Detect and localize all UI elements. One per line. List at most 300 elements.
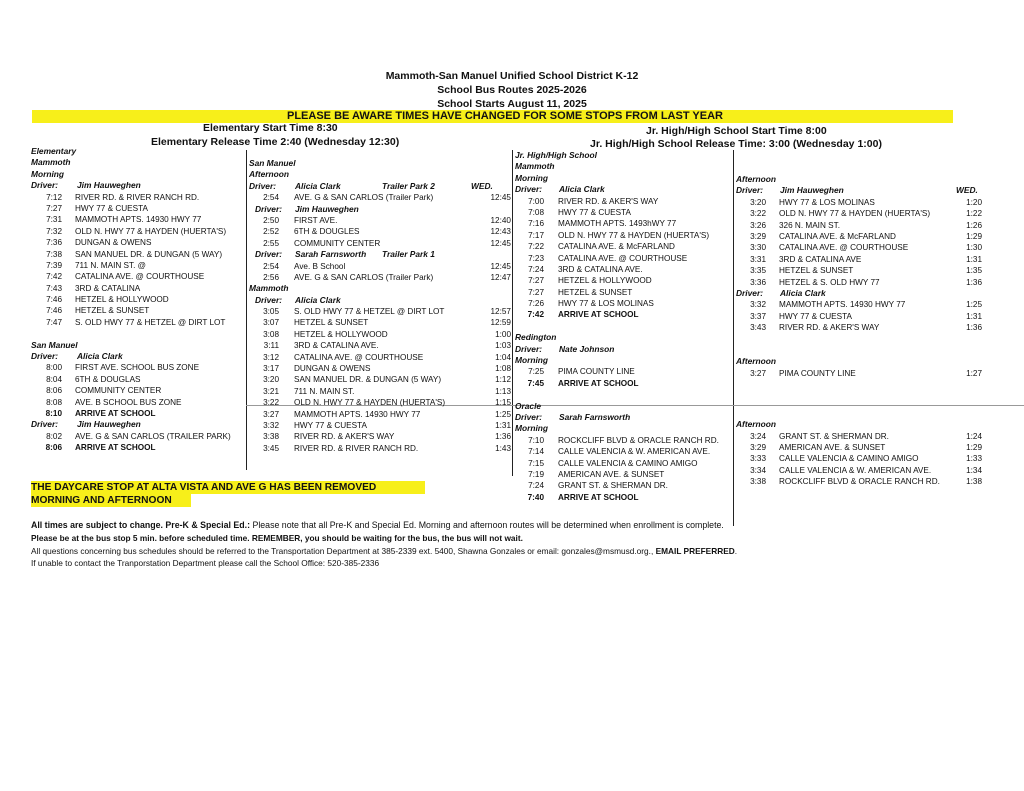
session-label: Afternoon (736, 174, 777, 184)
stop-row (515, 298, 732, 309)
stop-row (736, 442, 986, 453)
town-label: Mammoth (249, 283, 289, 294)
stop-time: 2:50 (263, 215, 279, 225)
driver-name: Jim Hauweghen (780, 185, 844, 196)
driver-name: Alicia Clark (295, 180, 341, 191)
column-hs-afternoon (736, 174, 986, 488)
divider-1 (246, 150, 247, 470)
driver-label: Driver: (31, 419, 58, 430)
stop-name: HWY 77 & CUESTA (75, 203, 148, 213)
divider-2 (512, 150, 513, 476)
stop-row (515, 218, 732, 229)
stop-row (736, 242, 986, 253)
district-title: Mammoth-San Manuel Unified School District K-12 (385, 70, 639, 82)
stop-time: 8:10 (45, 408, 62, 418)
stop-row (515, 264, 732, 275)
stop-time: 7:10 (528, 435, 544, 445)
stop-row (31, 431, 245, 442)
stop-time: 2:55 (263, 238, 279, 248)
stop-row (515, 366, 732, 377)
wednesday-time: 1:36 (966, 277, 982, 287)
note-line-2: Please be at the bus stop 5 min. before scheduled time. REMEMBER, you should be waiting for the bus, the bus will not wait. (31, 533, 523, 543)
stop-time: 7:47 (46, 317, 62, 327)
stop-time: 3:26 (750, 220, 766, 230)
driver-name: Jim Hauweghen (295, 203, 359, 214)
wednesday-time: 12:47 (490, 272, 511, 282)
town-label: Redington (515, 332, 557, 343)
note-line-3-rest: All questions concerning bus schedules should be referred to the Transportation Department at 385-2339 ext. 5400, Shawna Gonzales or email: gonzales@msmusd.org., (31, 546, 656, 556)
stop-row (736, 431, 986, 442)
stop-name: 3RD & CATALINA AVE. (294, 341, 379, 351)
town-label: San Manuel (249, 158, 296, 168)
stop-row (515, 241, 732, 252)
stop-time: 2:54 (263, 193, 279, 203)
stop-name: HETZEL & SUNSET (75, 306, 150, 316)
stop-name: CATALINA AVE. @ COURTHOUSE (294, 352, 424, 362)
stop-name: ROCKCLIFF BLVD & ORACLE RANCH RD. (558, 435, 719, 445)
wednesday-time: 1:25 (966, 300, 982, 310)
stop-name: FIRST AVE. (294, 215, 338, 225)
driver-row (249, 249, 511, 260)
driver-row (249, 295, 511, 306)
stop-name: 6TH & DOUGLAS (75, 374, 141, 384)
wednesday-time: 1:31 (495, 420, 511, 430)
daycare-notice (31, 481, 425, 507)
wednesday-time: 12:40 (490, 215, 511, 225)
driver-name: Alicia Clark (559, 184, 605, 195)
stop-row (31, 294, 245, 305)
stop-time: 7:46 (46, 306, 62, 316)
stop-row (736, 265, 986, 276)
stop-row (736, 311, 986, 322)
stop-row (31, 397, 245, 408)
stop-row (736, 322, 986, 333)
stop-time: 7:42 (527, 310, 544, 320)
stop-row (249, 374, 511, 385)
note-line-3 (31, 546, 737, 556)
wednesday-time: 1:12 (495, 375, 511, 385)
stop-name: AVE. G & SAN CARLOS (TRAILER PARK) (75, 431, 231, 441)
driver-row (31, 351, 245, 362)
stop-row (736, 220, 986, 231)
stop-time: 3:43 (750, 323, 766, 333)
stop-name: ARRIVE AT SCHOOL (75, 408, 156, 418)
session-label: Morning (515, 172, 549, 183)
stop-time: 3:27 (750, 368, 766, 378)
wednesday-time: 1:25 (495, 409, 511, 419)
session-label: Afternoon (249, 169, 290, 180)
stop-name: AMERICAN AVE. & SUNSET (558, 469, 665, 479)
stop-name: HETZEL & SUNSET (294, 318, 369, 328)
stop-name: CATALINA AVE. & McFARLAND (558, 242, 675, 252)
driver-row (736, 288, 986, 299)
stop-row (249, 443, 511, 454)
stop-name: MAMMOTH APTS. 1493hWY 77 (558, 219, 677, 229)
trailer-label: Trailer Park 1 (382, 249, 435, 260)
stop-time: 7:23 (528, 253, 544, 263)
stop-time: 3:11 (263, 341, 279, 351)
driver-name: Alicia Clark (780, 287, 826, 298)
stop-time: 7:26 (528, 299, 544, 309)
driver-name: Jim Hauweghen (77, 180, 141, 191)
stop-row (736, 368, 986, 379)
driver-row (31, 180, 245, 191)
wednesday-time: 1:33 (966, 454, 982, 464)
town-label: San Manuel (31, 339, 78, 350)
stop-name: CALLE VALENCIA & CAMINO AMIGO (779, 454, 919, 464)
stop-row (515, 287, 732, 298)
stop-name: DUNGAN & OWENS (294, 364, 371, 374)
stop-name: OLD N. HWY 77 & HAYDEN (HUERTA'S) (558, 230, 710, 240)
driver-label: Driver: (255, 203, 282, 214)
stop-time: 3:37 (750, 311, 766, 321)
driver-row (736, 185, 986, 196)
stop-row (249, 192, 511, 203)
session-label: Afternoon (736, 356, 777, 367)
stop-name: MAMMOTH APTS. 14930 HWY 77 (779, 300, 906, 310)
stop-name: 711 N. MAIN ST. @ (75, 260, 146, 270)
trailer-label: Trailer Park 2 (382, 180, 435, 191)
section-heading: Jr. High/High School (515, 150, 597, 160)
stop-row (515, 435, 732, 446)
stop-row (515, 253, 732, 264)
wednesday-time: 1:24 (966, 431, 982, 441)
stop-time: 7:24 (528, 264, 544, 274)
driver-label: Driver: (736, 287, 763, 298)
stop-name: RIVER RD. & AKER'S WAY (558, 196, 659, 206)
stop-row (31, 317, 245, 328)
stop-row (249, 409, 511, 420)
stop-row (249, 261, 511, 272)
wednesday-time: 1:20 (966, 197, 982, 207)
driver-row (249, 204, 511, 215)
town-label: Oracle (515, 400, 542, 411)
stop-time: 3:38 (750, 477, 766, 487)
stop-name: HETZEL & HOLLYWOOD (558, 276, 652, 286)
stop-row (249, 340, 511, 351)
elementary-release-time: Elementary Release Time 2:40 (Wednesday 12:30) (151, 136, 400, 148)
stop-name: OLD N. HWY 77 & HAYDEN (HUERTA'S) (779, 209, 931, 219)
stop-time: 7:38 (46, 249, 62, 259)
stop-time: 3:31 (750, 254, 766, 264)
stop-time: 3:36 (750, 277, 766, 287)
driver-name: Sarah Farnsworth (295, 249, 367, 260)
stop-row (736, 197, 986, 208)
stop-row (249, 386, 511, 397)
stop-name: OLD N. HWY 77 & HAYDEN (HUERTA'S) (75, 226, 227, 236)
town-label: Mammoth (515, 161, 555, 172)
stop-name: HETZEL & S. OLD HWY 77 (779, 277, 880, 287)
stop-row (249, 317, 511, 328)
stop-row (31, 271, 245, 282)
wednesday-time: 12:57 (490, 307, 511, 317)
stop-row (515, 458, 732, 469)
session-label: Morning (31, 168, 65, 179)
stop-row (31, 203, 245, 214)
driver-row (31, 419, 245, 430)
stop-time: 7:00 (528, 196, 544, 206)
banner-text: PLEASE BE AWARE TIMES HAVE CHANGED FOR SOME STOPS FROM LAST YEAR (287, 110, 723, 122)
stop-time: 2:54 (263, 261, 279, 271)
stop-row (736, 476, 986, 487)
stop-time: 3:22 (750, 209, 766, 219)
driver-row (515, 184, 732, 195)
stop-time: 3:32 (750, 300, 766, 310)
stop-time: 8:06 (46, 386, 62, 396)
stop-name: 3RD & CATALINA AVE (779, 254, 862, 264)
stop-time: 8:06 (45, 443, 62, 453)
stop-name: AVE. B SCHOOL BUS ZONE (75, 397, 182, 407)
stop-row (31, 408, 245, 419)
wednesday-time: 1:27 (966, 368, 982, 378)
driver-label: Driver: (31, 180, 58, 191)
stop-row (515, 309, 732, 320)
session-label: Morning (515, 423, 549, 434)
wednesday-time: 1:26 (966, 220, 982, 230)
stop-name: HWY 77 & CUESTA (558, 207, 631, 217)
elementary-start-time: Elementary Start Time 8:30 (203, 122, 338, 134)
stop-time: 7:36 (46, 238, 62, 248)
stop-time: 7:15 (528, 458, 544, 468)
stop-time: 7:39 (46, 260, 62, 270)
stop-time: 7:31 (46, 215, 62, 225)
hs-release-time: Jr. High/High School Release Time: 3:00 (Wednesday 1:00) (590, 138, 882, 150)
stop-time: 7:27 (528, 287, 544, 297)
stop-row (31, 374, 245, 385)
stop-row (31, 237, 245, 248)
stop-name: RIVER RD. & RIVER RANCH RD. (294, 443, 419, 453)
stop-name: 3RD & CATALINA (75, 283, 141, 293)
stop-time: 8:02 (46, 431, 62, 441)
stop-row (31, 283, 245, 294)
stop-row (249, 329, 511, 340)
stop-name: 3RD & CATALINA AVE. (558, 264, 643, 274)
wednesday-time: 1:30 (966, 243, 982, 253)
change-banner (32, 110, 953, 123)
stop-row (249, 431, 511, 442)
stop-row (515, 207, 732, 218)
stop-name: S. OLD HWY 77 & HETZEL @ DIRT LOT (75, 317, 226, 327)
stop-name: 6TH & DOUGLES (294, 227, 360, 237)
wednesday-time: 1:43 (495, 443, 511, 453)
stop-name: AVE. G & SAN CARLOS (Trailer Park) (294, 193, 434, 203)
stop-time: 3:24 (750, 431, 766, 441)
session-label: Afternoon (736, 419, 777, 430)
wednesday-time: 1:03 (495, 341, 511, 351)
stop-name: AMERICAN AVE. & SUNSET (779, 442, 886, 452)
stop-name: SAN MANUEL DR. & DUNGAN (5 WAY) (75, 249, 223, 259)
stop-name: HETZEL & HOLLYWOOD (75, 295, 169, 305)
stop-row (736, 465, 986, 476)
driver-name: Jim Hauweghen (77, 419, 141, 430)
stop-row (31, 226, 245, 237)
stop-name: CALLE VALENCIA & W. AMERICAN AVE. (558, 447, 711, 457)
stop-name: CALLE VALENCIA & W. AMERICAN AVE. (779, 465, 932, 475)
stop-row (31, 442, 245, 453)
stop-time: 3:30 (750, 243, 766, 253)
wednesday-time: 1:08 (495, 364, 511, 374)
stop-time: 7:45 (527, 378, 544, 388)
stop-row (31, 362, 245, 373)
stop-row (736, 453, 986, 464)
stop-name: 711 N. MAIN ST. (294, 386, 355, 396)
column-elementary-afternoon (249, 158, 511, 454)
stop-row (515, 275, 732, 286)
stop-time: 3:05 (263, 307, 279, 317)
daycare-line-1: THE DAYCARE STOP AT ALTA VISTA AND AVE G HAS BEEN REMOVED (31, 481, 425, 494)
stop-row (515, 378, 732, 389)
stop-name: MAMMOTH APTS. 14930 HWY 77 (294, 409, 421, 419)
stop-name: 326 N. MAIN ST. (779, 220, 840, 230)
stop-name: S. OLD HWY 77 & HETZEL @ DIRT LOT (294, 307, 445, 317)
stop-name: GRANT ST. & SHERMAN DR. (779, 431, 889, 441)
driver-row (515, 412, 732, 423)
stop-time: 3:22 (263, 398, 279, 408)
stop-row (515, 196, 732, 207)
stop-name: OLD N. HWY 77 & HAYDEN (HUERTA'S) (294, 398, 446, 408)
driver-label: Driver: (255, 249, 282, 260)
stop-row (736, 208, 986, 219)
stop-time: 3:29 (750, 231, 766, 241)
note-line-3-end: . (734, 546, 738, 556)
driver-label: Driver: (31, 351, 58, 362)
stop-name: ARRIVE AT SCHOOL (558, 378, 639, 388)
stop-name: DUNGAN & OWENS (75, 238, 152, 248)
divider-3 (733, 150, 734, 526)
stop-time: 7:08 (528, 207, 544, 217)
stop-name: ARRIVE AT SCHOOL (75, 443, 156, 453)
driver-label: Driver: (249, 180, 276, 191)
stop-name: CATALINA AVE. @ COURTHOUSE (75, 272, 205, 282)
stop-row (31, 249, 245, 260)
stop-name: HETZEL & HOLLYWOOD (294, 329, 388, 339)
note-line-4: If unable to contact the Tranporstation Department please call the School Office: 520-385-2336 (31, 558, 380, 568)
stop-time: 7:42 (46, 272, 62, 282)
stop-name: HETZEL & SUNSET (779, 266, 854, 276)
stop-row (515, 480, 732, 491)
stop-row (31, 260, 245, 271)
stop-time: 2:52 (263, 227, 279, 237)
driver-name: Alicia Clark (295, 294, 341, 305)
column-hs-morning (515, 150, 732, 503)
stop-time: 7:22 (528, 242, 544, 252)
stop-name: RIVER RD. & RIVER RANCH RD. (75, 192, 200, 202)
stop-row (515, 446, 732, 457)
stop-name: CATALINA AVE. & McFARLAND (779, 231, 896, 241)
stop-time: 3:21 (263, 386, 279, 396)
stop-name: ARRIVE AT SCHOOL (558, 310, 639, 320)
stop-name: FIRST AVE. SCHOOL BUS ZONE (75, 363, 200, 373)
stop-row (736, 299, 986, 310)
stop-row (249, 215, 511, 226)
stop-name: RIVER RD. & AKER'S WAY (779, 323, 880, 333)
stop-name: HWY 77 & LOS MOLINAS (558, 299, 654, 309)
daycare-line-2: MORNING AND AFTERNOON (31, 494, 191, 507)
stop-time: 3:38 (263, 432, 279, 442)
driver-name: Nate Johnson (559, 343, 615, 354)
stop-row (249, 226, 511, 237)
wednesday-time: 12:45 (490, 193, 511, 203)
stop-time: 7:32 (46, 226, 62, 236)
stop-row (249, 363, 511, 374)
stop-time: 7:27 (46, 203, 62, 213)
stop-time: 7:14 (528, 447, 544, 457)
stop-name: CALLE VALENCIA & CAMINO AMIGO (558, 458, 698, 468)
stop-name: COMMUNITY CENTER (75, 386, 162, 396)
routes-title: School Bus Routes 2025-2026 (437, 84, 587, 96)
stop-time: 3:17 (263, 364, 279, 374)
wednesday-time: 1:31 (966, 311, 982, 321)
stop-name: HETZEL & SUNSET (558, 287, 633, 297)
stop-row (31, 385, 245, 396)
stop-time: 3:35 (750, 266, 766, 276)
stop-time: 7:16 (528, 219, 544, 229)
stop-time: 7:17 (528, 230, 544, 240)
wed-header: WED. (471, 180, 493, 191)
stop-time: 7:19 (528, 469, 544, 479)
stop-time: 3:29 (750, 442, 766, 452)
stop-time: 3:20 (750, 197, 766, 207)
stop-row (31, 214, 245, 225)
stop-time: 3:33 (750, 454, 766, 464)
wednesday-time: 1:36 (966, 323, 982, 333)
wednesday-time: 12:43 (490, 227, 511, 237)
stop-name: CATALINA AVE. @ COURTHOUSE (558, 253, 688, 263)
wednesday-time: 12:59 (490, 318, 511, 328)
wednesday-time: 1:38 (966, 477, 982, 487)
driver-label: Driver: (255, 294, 282, 305)
stop-row (31, 305, 245, 316)
stop-time: 7:46 (46, 295, 62, 305)
wednesday-time: 1:29 (966, 442, 982, 452)
stop-name: CATALINA AVE. @ COURTHOUSE (779, 243, 909, 253)
stop-row (249, 272, 511, 283)
stop-name: ARRIVE AT SCHOOL (558, 492, 639, 502)
wednesday-time: 12:45 (490, 238, 511, 248)
stop-row (249, 238, 511, 249)
note-line-1 (31, 520, 724, 530)
stop-time: 8:00 (46, 363, 62, 373)
stop-row (249, 420, 511, 431)
stop-row (736, 254, 986, 265)
stop-row (515, 230, 732, 241)
note-line-3-bold: EMAIL PREFERRED (655, 546, 735, 556)
stop-name: SAN MANUEL DR. & DUNGAN (5 WAY) (294, 375, 442, 385)
stop-row (515, 492, 732, 503)
section-heading: Elementary (31, 146, 77, 156)
wednesday-time: 1:00 (495, 329, 511, 339)
driver-label: Driver: (515, 184, 542, 195)
stop-name: MAMMOTH APTS. 14930 HWY 77 (75, 215, 202, 225)
stop-time: 3:08 (263, 329, 279, 339)
stop-name: GRANT ST. & SHERMAN DR. (558, 481, 668, 491)
stop-time: 3:12 (263, 352, 279, 362)
stop-time: 2:56 (263, 272, 279, 282)
stop-name: RIVER RD. & AKER'S WAY (294, 432, 395, 442)
stop-time: 7:12 (46, 192, 62, 202)
wed-header: WED. (956, 185, 978, 196)
wednesday-time: 12:45 (490, 261, 511, 271)
stop-name: Ave. B School (294, 261, 346, 271)
stop-name: HWY 77 & CUESTA (779, 311, 852, 321)
stop-row (736, 231, 986, 242)
stop-name: PIMA COUNTY LINE (558, 367, 635, 377)
stop-name: PIMA COUNTY LINE (779, 368, 856, 378)
stop-row (249, 397, 511, 408)
wednesday-time: 1:34 (966, 465, 982, 475)
wednesday-time: 1:04 (495, 352, 511, 362)
stop-time: 3:32 (263, 420, 279, 430)
